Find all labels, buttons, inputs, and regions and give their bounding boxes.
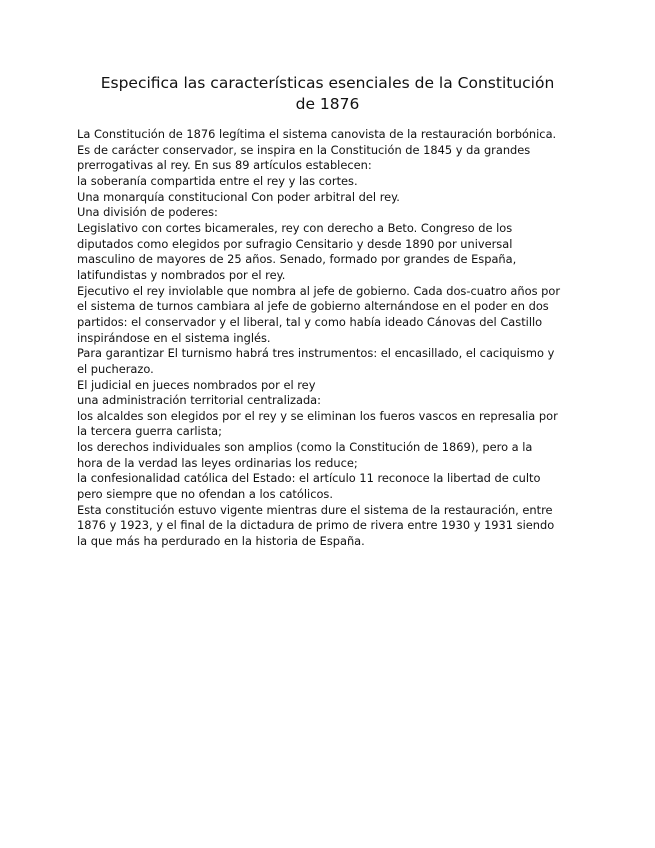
body-text-line: una administración territorial centralizada:	[77, 393, 322, 408]
body-text-line: Legislativo con cortes bicamerales, rey con derecho a Beto. Congreso de los	[77, 220, 513, 235]
body-text-line: Una división de poderes:	[77, 205, 218, 220]
body-text-line: inspirándose en el sistema inglés.	[77, 330, 271, 345]
body-text-line: la que más ha perdurado en la historia de España.	[77, 534, 365, 549]
body-text-line: El judicial en jueces nombrados por el rey	[77, 377, 316, 392]
body-text-line: partidos: el conservador y el liberal, tal y como había ideado Cánovas del Castillo	[77, 314, 543, 329]
body-text-line: la soberanía compartida entre el rey y las cortes.	[77, 173, 358, 188]
body-text-line: los derechos individuales son amplios (como la Constitución de 1869), pero a la	[77, 440, 533, 455]
document-title	[70, 73, 585, 115]
body-text-line: La Constitución de 1876 legítima el sistema canovista de la restauración borbónica.	[77, 127, 557, 141]
body-text-line: Una monarquía constitucional Con poder arbitral del rey.	[77, 189, 400, 204]
document-body	[77, 127, 580, 550]
document-title-line: de 1876	[295, 95, 360, 113]
body-text-line: pero siempre que no ofendan a los católicos.	[77, 487, 333, 502]
body-text-line: la confesionalidad católica del Estado: el artículo 11 reconoce la libertad de culto	[77, 471, 541, 486]
body-text-line: latifundistas y nombrados por el rey.	[77, 267, 286, 282]
body-text-line: el pucherazo.	[77, 361, 154, 376]
document-title-line: Especifica las características esenciales de la Constitución	[100, 74, 555, 92]
body-text-line: 1876 y 1923, y el final de la dictadura de primo de rivera entre 1930 y 1931 siendo	[77, 518, 555, 533]
body-text-line: la tercera guerra carlista;	[77, 424, 222, 439]
body-text-line: los alcaldes son elegidos por el rey y se eliminan los fueros vascos en represalia por	[77, 408, 558, 423]
body-text-line: hora de la verdad las leyes ordinarias los reduce;	[77, 455, 358, 470]
body-text-line: Ejecutivo el rey inviolable que nombra al jefe de gobierno. Cada dos-cuatro años por	[77, 283, 561, 298]
body-text-line: Es de carácter conservador, se inspira en la Constitución de 1845 y da grandes	[77, 142, 531, 157]
body-text-line: diputados como elegidos por sufragio Censitario y desde 1890 por universal	[77, 236, 513, 251]
body-text-line: prerrogativas al rey. En sus 89 artículos establecen:	[77, 158, 372, 173]
body-text-line: Esta constitución estuvo vigente mientras dure el sistema de la restauración, entre	[77, 502, 553, 517]
body-text-line: masculino de mayores de 25 años. Senado, formado por grandes de España,	[77, 252, 517, 267]
body-text-line: el sistema de turnos cambiara al jefe de gobierno alternándose en el poder en dos	[77, 299, 549, 314]
body-text-line: Para garantizar El turnismo habrá tres instrumentos: el encasillado, el caciquismo y	[77, 346, 555, 361]
